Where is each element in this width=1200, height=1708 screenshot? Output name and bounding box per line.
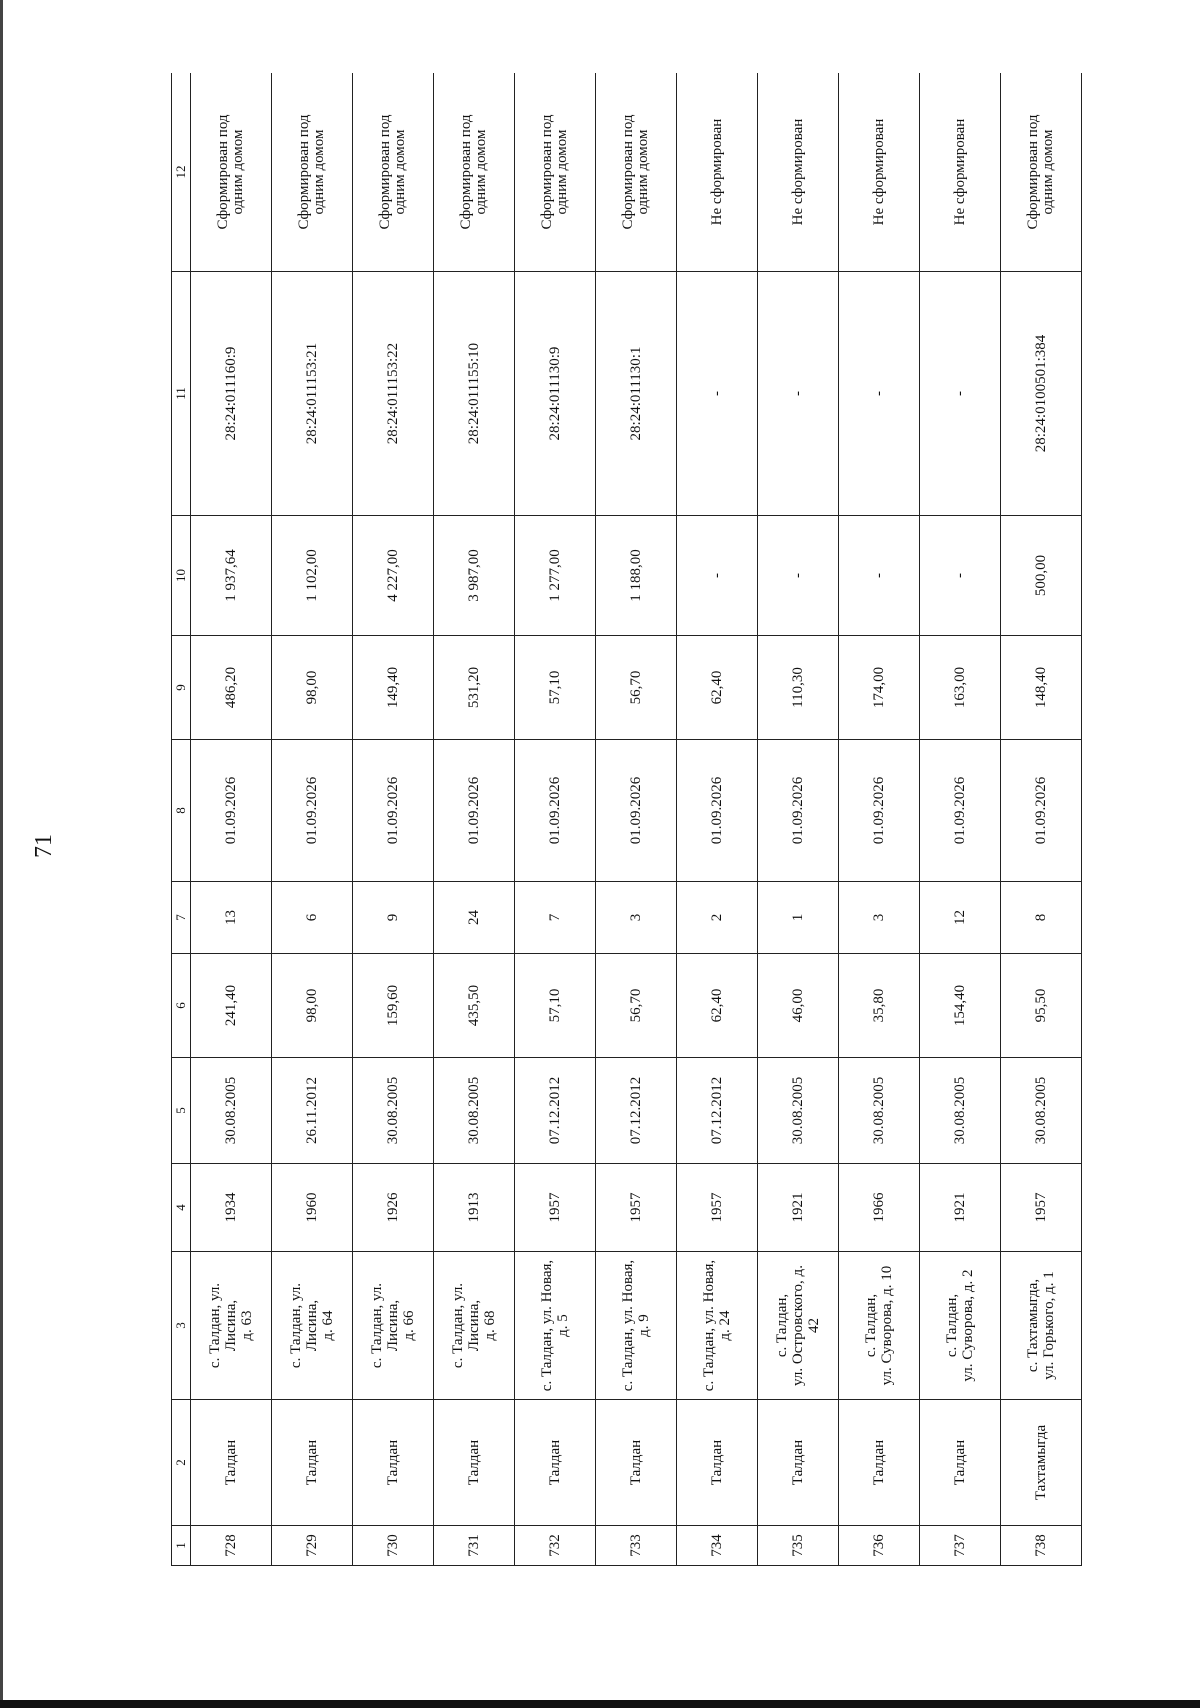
table-row xyxy=(758,73,839,1566)
registration-date-cell: 07.12.2012 xyxy=(596,1058,677,1164)
table-row xyxy=(434,73,515,1566)
land-status-cell: Не сформирован xyxy=(920,73,1001,272)
residents-count-cell: 3 xyxy=(596,882,677,954)
land-status-cell: Сформирован под одним домом xyxy=(515,73,596,272)
settlement-name-cell: Талдан xyxy=(677,1400,758,1526)
total-area-cell: 56,70 xyxy=(596,636,677,740)
living-area-cell: 154,40 xyxy=(920,954,1001,1058)
year-built-cell: 1957 xyxy=(515,1164,596,1252)
planned-date-cell: 01.09.2026 xyxy=(191,740,272,882)
total-area-cell: 149,40 xyxy=(353,636,434,740)
residents-count-cell: 9 xyxy=(353,882,434,954)
table-body xyxy=(191,73,1082,1566)
cadastral-number-cell: - xyxy=(839,272,920,516)
land-area-cell: 1 188,00 xyxy=(596,516,677,636)
settlement-name-cell: Талдан xyxy=(920,1400,1001,1526)
total-area-cell: 174,00 xyxy=(839,636,920,740)
table-row xyxy=(1001,73,1082,1566)
planned-date-cell: 01.09.2026 xyxy=(1001,740,1082,882)
address-cell: с. Талдан, ул. Лисина, д. 63 xyxy=(191,1252,272,1400)
year-built-cell: 1921 xyxy=(920,1164,1001,1252)
living-area-cell: 56,70 xyxy=(596,954,677,1058)
column-header: 4 xyxy=(172,1164,191,1252)
settlement-name-cell: Талдан xyxy=(191,1400,272,1526)
land-area-cell: - xyxy=(677,516,758,636)
address-cell: с. Талдан, ул. Новая, д. 5 xyxy=(515,1252,596,1400)
cadastral-number-cell: 28:24:011153:21 xyxy=(272,272,353,516)
scan-edge-bottom xyxy=(0,1700,1200,1708)
registration-date-cell: 30.08.2005 xyxy=(353,1058,434,1164)
table-row xyxy=(191,73,272,1566)
land-area-cell: - xyxy=(920,516,1001,636)
living-area-cell: 435,50 xyxy=(434,954,515,1058)
land-area-cell: 500,00 xyxy=(1001,516,1082,636)
cadastral-number-cell: 28:24:011130:1 xyxy=(596,272,677,516)
settlement-name-cell: Тахтамыгда xyxy=(1001,1400,1082,1526)
total-area-cell: 163,00 xyxy=(920,636,1001,740)
row-number-cell: 728 xyxy=(191,1526,272,1566)
column-header: 12 xyxy=(172,73,191,272)
living-area-cell: 62,40 xyxy=(677,954,758,1058)
total-area-cell: 531,20 xyxy=(434,636,515,740)
settlement-name-cell: Талдан xyxy=(758,1400,839,1526)
planned-date-cell: 01.09.2026 xyxy=(920,740,1001,882)
table-row xyxy=(677,73,758,1566)
table-row xyxy=(920,73,1001,1566)
row-number-cell: 730 xyxy=(353,1526,434,1566)
cadastral-number-cell: - xyxy=(920,272,1001,516)
table-row xyxy=(272,73,353,1566)
address-cell: с. Талдан, ул. Лисина, д. 68 xyxy=(434,1252,515,1400)
column-header: 11 xyxy=(172,272,191,516)
row-number-cell: 735 xyxy=(758,1526,839,1566)
planned-date-cell: 01.09.2026 xyxy=(839,740,920,882)
residents-count-cell: 13 xyxy=(191,882,272,954)
column-header: 6 xyxy=(172,954,191,1058)
land-status-cell: Не сформирован xyxy=(758,73,839,272)
residents-count-cell: 6 xyxy=(272,882,353,954)
row-number-cell: 729 xyxy=(272,1526,353,1566)
cadastral-number-cell: 28:24:011130:9 xyxy=(515,272,596,516)
row-number-cell: 737 xyxy=(920,1526,1001,1566)
page-number: 71 xyxy=(31,834,57,858)
column-header: 3 xyxy=(172,1252,191,1400)
address-cell: с. Талдан, ул. Суворова, д. 10 xyxy=(839,1252,920,1400)
residents-count-cell: 2 xyxy=(677,882,758,954)
row-number-cell: 732 xyxy=(515,1526,596,1566)
column-header: 8 xyxy=(172,740,191,882)
land-area-cell: 4 227,00 xyxy=(353,516,434,636)
row-number-cell: 736 xyxy=(839,1526,920,1566)
land-status-cell: Сформирован под одним домом xyxy=(434,73,515,272)
registration-date-cell: 30.08.2005 xyxy=(920,1058,1001,1164)
total-area-cell: 148,40 xyxy=(1001,636,1082,740)
registration-date-cell: 07.12.2012 xyxy=(677,1058,758,1164)
land-area-cell: 1 277,00 xyxy=(515,516,596,636)
table-row xyxy=(839,73,920,1566)
column-header: 9 xyxy=(172,636,191,740)
residents-count-cell: 3 xyxy=(839,882,920,954)
residents-count-cell: 12 xyxy=(920,882,1001,954)
cadastral-number-cell: 28:24:0100501:384 xyxy=(1001,272,1082,516)
registration-date-cell: 30.08.2005 xyxy=(191,1058,272,1164)
land-status-cell: Не сформирован xyxy=(839,73,920,272)
land-area-cell: 1 102,00 xyxy=(272,516,353,636)
settlement-name-cell: Талдан xyxy=(353,1400,434,1526)
registration-date-cell: 26.11.2012 xyxy=(272,1058,353,1164)
column-header: 10 xyxy=(172,516,191,636)
year-built-cell: 1934 xyxy=(191,1164,272,1252)
land-area-cell: - xyxy=(758,516,839,636)
living-area-cell: 159,60 xyxy=(353,954,434,1058)
residents-count-cell: 1 xyxy=(758,882,839,954)
column-header: 1 xyxy=(172,1526,191,1566)
address-cell: с. Талдан, ул. Лисина, д. 66 xyxy=(353,1252,434,1400)
total-area-cell: 62,40 xyxy=(677,636,758,740)
cadastral-number-cell: - xyxy=(677,272,758,516)
registry-table xyxy=(171,73,1082,1566)
year-built-cell: 1913 xyxy=(434,1164,515,1252)
settlement-name-cell: Талдан xyxy=(596,1400,677,1526)
residents-count-cell: 8 xyxy=(1001,882,1082,954)
column-header: 7 xyxy=(172,882,191,954)
living-area-cell: 98,00 xyxy=(272,954,353,1058)
land-area-cell: - xyxy=(839,516,920,636)
year-built-cell: 1966 xyxy=(839,1164,920,1252)
table-row xyxy=(596,73,677,1566)
residents-count-cell: 7 xyxy=(515,882,596,954)
land-status-cell: Не сформирован xyxy=(677,73,758,272)
land-status-cell: Сформирован под одним домом xyxy=(272,73,353,272)
cadastral-number-cell: 28:24:011153:22 xyxy=(353,272,434,516)
cadastral-number-cell: 28:24:011155:10 xyxy=(434,272,515,516)
land-area-cell: 1 937,64 xyxy=(191,516,272,636)
land-status-cell: Сформирован под одним домом xyxy=(596,73,677,272)
year-built-cell: 1926 xyxy=(353,1164,434,1252)
year-built-cell: 1960 xyxy=(272,1164,353,1252)
living-area-cell: 46,00 xyxy=(758,954,839,1058)
cadastral-number-cell: - xyxy=(758,272,839,516)
row-number-cell: 733 xyxy=(596,1526,677,1566)
settlement-name-cell: Талдан xyxy=(515,1400,596,1526)
planned-date-cell: 01.09.2026 xyxy=(353,740,434,882)
planned-date-cell: 01.09.2026 xyxy=(758,740,839,882)
table-header-row xyxy=(172,73,191,1566)
planned-date-cell: 01.09.2026 xyxy=(596,740,677,882)
land-status-cell: Сформирован под одним домом xyxy=(353,73,434,272)
address-cell: с. Талдан, ул. Новая, д. 24 xyxy=(677,1252,758,1400)
column-header: 5 xyxy=(172,1058,191,1164)
column-header: 2 xyxy=(172,1400,191,1526)
address-cell: с. Талдан, ул. Новая, д. 9 xyxy=(596,1252,677,1400)
planned-date-cell: 01.09.2026 xyxy=(272,740,353,882)
total-area-cell: 57,10 xyxy=(515,636,596,740)
table-row xyxy=(515,73,596,1566)
land-status-cell: Сформирован под одним домом xyxy=(191,73,272,272)
address-cell: с. Тахтамыгда, ул. Горького, д. 1 xyxy=(1001,1252,1082,1400)
living-area-cell: 95,50 xyxy=(1001,954,1082,1058)
planned-date-cell: 01.09.2026 xyxy=(677,740,758,882)
year-built-cell: 1957 xyxy=(677,1164,758,1252)
address-cell: с. Талдан, ул. Островского, д. 42 xyxy=(758,1252,839,1400)
scan-edge-left xyxy=(0,0,3,1708)
planned-date-cell: 01.09.2026 xyxy=(515,740,596,882)
year-built-cell: 1957 xyxy=(596,1164,677,1252)
planned-date-cell: 01.09.2026 xyxy=(434,740,515,882)
land-area-cell: 3 987,00 xyxy=(434,516,515,636)
address-cell: с. Талдан, ул. Лисина, д. 64 xyxy=(272,1252,353,1400)
living-area-cell: 57,10 xyxy=(515,954,596,1058)
total-area-cell: 98,00 xyxy=(272,636,353,740)
registration-date-cell: 30.08.2005 xyxy=(1001,1058,1082,1164)
registry-table-container xyxy=(171,73,1171,1566)
living-area-cell: 35,80 xyxy=(839,954,920,1058)
land-status-cell: Сформирован под одним домом xyxy=(1001,73,1082,272)
registration-date-cell: 30.08.2005 xyxy=(434,1058,515,1164)
settlement-name-cell: Талдан xyxy=(272,1400,353,1526)
cadastral-number-cell: 28:24:011160:9 xyxy=(191,272,272,516)
registration-date-cell: 07.12.2012 xyxy=(515,1058,596,1164)
registration-date-cell: 30.08.2005 xyxy=(839,1058,920,1164)
residents-count-cell: 24 xyxy=(434,882,515,954)
registration-date-cell: 30.08.2005 xyxy=(758,1058,839,1164)
year-built-cell: 1921 xyxy=(758,1164,839,1252)
total-area-cell: 110,30 xyxy=(758,636,839,740)
table-row xyxy=(353,73,434,1566)
row-number-cell: 738 xyxy=(1001,1526,1082,1566)
address-cell: с. Талдан, ул. Суворова, д. 2 xyxy=(920,1252,1001,1400)
year-built-cell: 1957 xyxy=(1001,1164,1082,1252)
row-number-cell: 731 xyxy=(434,1526,515,1566)
settlement-name-cell: Талдан xyxy=(839,1400,920,1526)
total-area-cell: 486,20 xyxy=(191,636,272,740)
settlement-name-cell: Талдан xyxy=(434,1400,515,1526)
row-number-cell: 734 xyxy=(677,1526,758,1566)
living-area-cell: 241,40 xyxy=(191,954,272,1058)
